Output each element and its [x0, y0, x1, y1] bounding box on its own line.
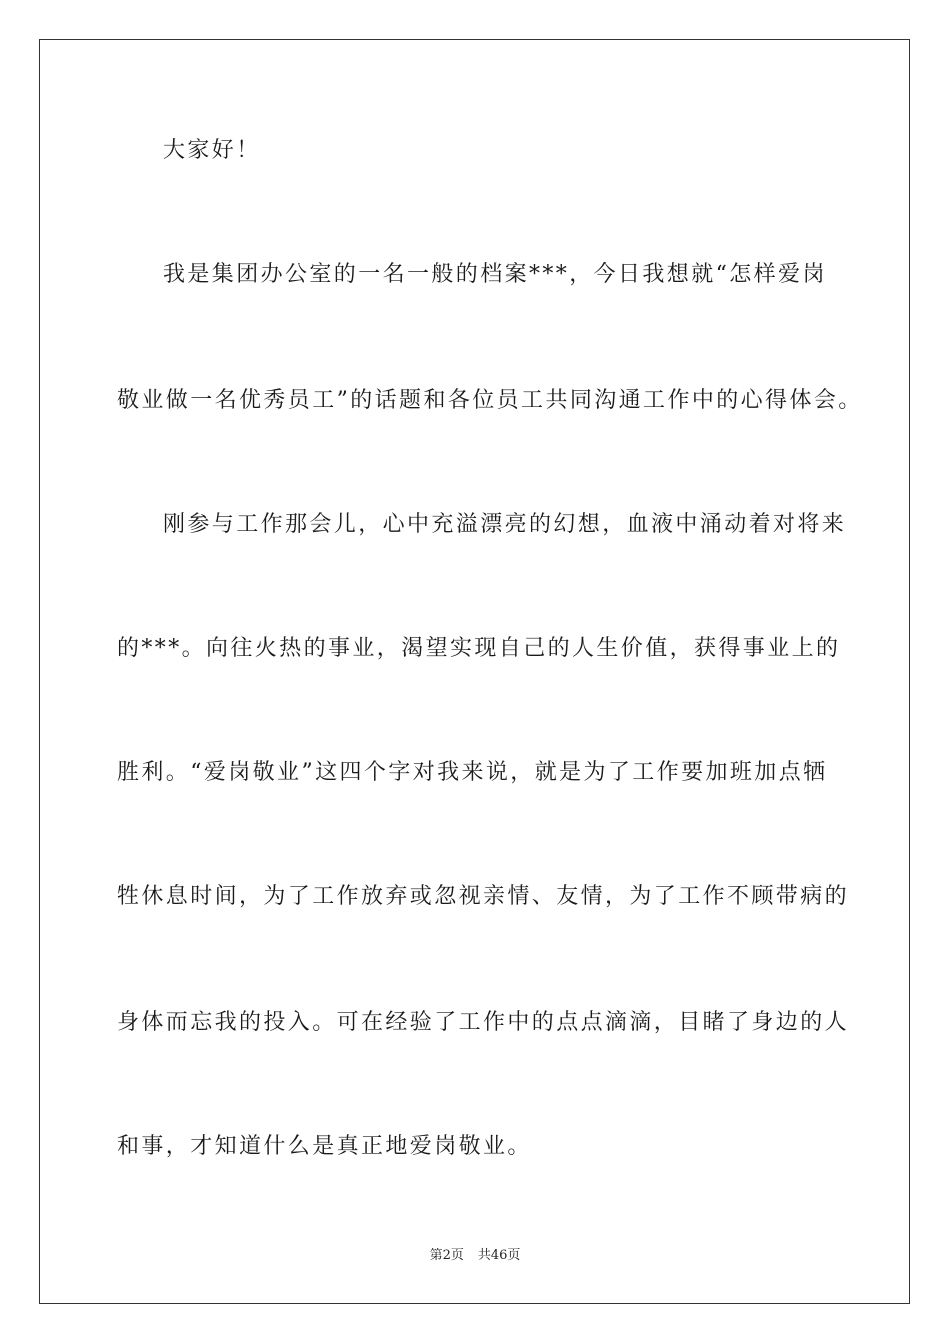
page-footer: [0, 1247, 950, 1265]
page-number: 第2页: [429, 1248, 464, 1263]
paragraph-2-line-1: 刚参与工作那会儿，心中充溢漂亮的幻想，血液中涌动着对将来: [163, 512, 847, 537]
page-total: 共46页: [477, 1248, 521, 1263]
paragraph-1-line-1: 我是集团办公室的一名一般的档案***，今日我想就“怎样爱岗: [163, 262, 827, 287]
paragraph-2-line-4: 牲休息时间，为了工作放弃或忽视亲情、友情，为了工作不顾带病的: [117, 884, 850, 909]
paragraph-2-line-2: 的***。向往火热的事业，渴望实现自己的人生价值，获得事业上的: [117, 636, 841, 661]
greeting-line: 大家好！: [163, 138, 261, 163]
paragraph-2-line-3: 胜利。“爱岗敬业”这四个字对我来说，就是为了工作要加班加点牺: [117, 760, 828, 785]
page-border: [39, 39, 910, 1304]
paragraph-2-line-5: 身体而忘我的投入。可在经验了工作中的点点滴滴，目睹了身边的人: [117, 1010, 850, 1035]
paragraph-1-line-2: 敬业做一名优秀员工”的话题和各位员工共同沟通工作中的心得体会。: [117, 388, 863, 413]
paragraph-2-line-6: 和事，才知道什么是真正地爱岗敬业。: [117, 1134, 532, 1159]
